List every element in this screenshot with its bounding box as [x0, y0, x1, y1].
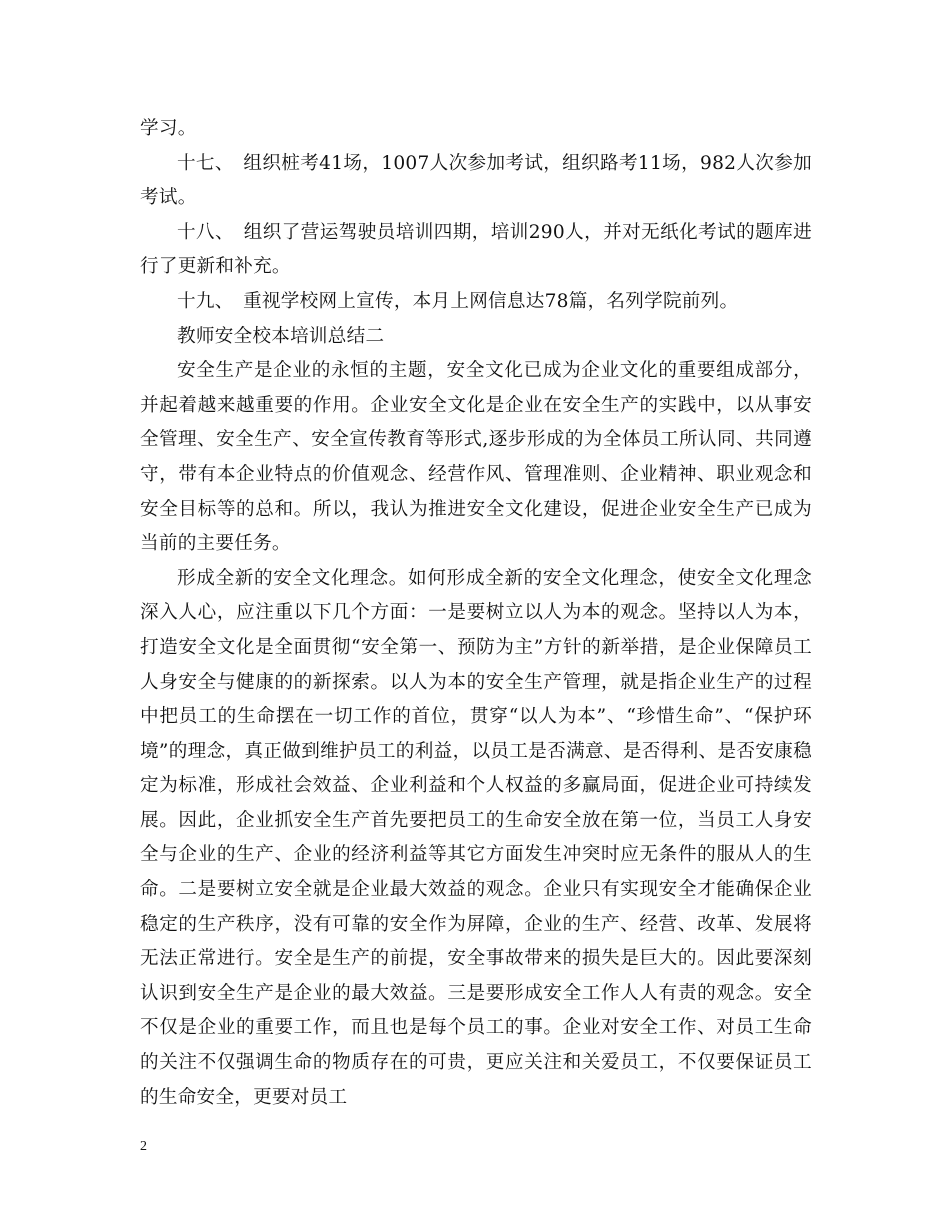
paragraph-continuation: 学习。 — [140, 118, 197, 139]
paragraph-body: 形成全新的安全文化理念。如何形成全新的安全文化理念，使安全文化理念深入人心，应注重以下几个方面：一是要树立以人为本的观念。坚持以人为本，打造安全文化是全面贯彻“安全第一、预防为主”方针的新举措，是企业保障员工人身安全与健康的的新探索。以人为本的安全生产管理，就是指企业生产的过程中把员工的生命摆在一切工作的首位，贯穿“以人为本”、“珍惜生命”、“保护环境”的理念，真正做到维护员工的利益，以员工是否满意、是否得利、是否安康稳定为标准，形成社会效益、企业利益和个人权益的多赢局面，促进企业可持续发展。因此，企业抓安全生产首先要把员工的生命安全放在第一位，当员工人身安全与企业的生产、企业的经济利益等其它方面发生冲突时应无条件的服从人的生命。二是要树立安全就是企业最大效益的观念。企业只有实现安全才能确保企业稳定的生产秩序，没有可靠的安全作为屏障，企业的生产、经营、改革、发展将无法正常进行。安全是生产的前提，安全事故带来的损失是巨大的。因此要深刻认识到安全生产是企业的最大效益。三是要形成安全工作人人有责的观念。安全不仅是企业的重要工作，而且也是每个员工的事。企业对安全工作、对员工生命的关注不仅强调生命的物质存在的可贵，更应关注和关爱员工，不仅要保证员工的生命安全，更要对员工 — [140, 567, 812, 1108]
paragraph-item-19: 十九、 重视学校网上宣传，本月上网信息达78篇，名列学院前列。 — [177, 290, 739, 312]
paragraph-item-17: 十七、 组织桩考41场，1007人次参加考试，组织路考11场，982人次参加考试。 — [140, 152, 812, 209]
page-number: 2 — [140, 1139, 147, 1154]
paragraph-body: 安全生产是企业的永恒的主题，安全文化已成为企业文化的重要组成部分，并起着越来越重要的作用。企业安全文化是企业在安全生产的实践中，以从事安全管理、安全生产、安全宣传教育等形式,逐步形成的为全体员工所认同、共同遵守，带有本企业特点的价值观念、经营作风、管理准则、企业精神、职业观念和安全目标等的总和。所以，我认为推进安全文化建设，促进企业安全生产已成为当前的主要任务。 — [140, 360, 812, 555]
paragraph-item-18: 十八、 组织了营运驾驶员培训四期，培训290人，并对无纸化考试的题库进行了更新和补充。 — [140, 221, 812, 278]
document-page — [140, 112, 812, 1115]
section-heading: 教师安全校本培训总结二 — [177, 325, 385, 347]
